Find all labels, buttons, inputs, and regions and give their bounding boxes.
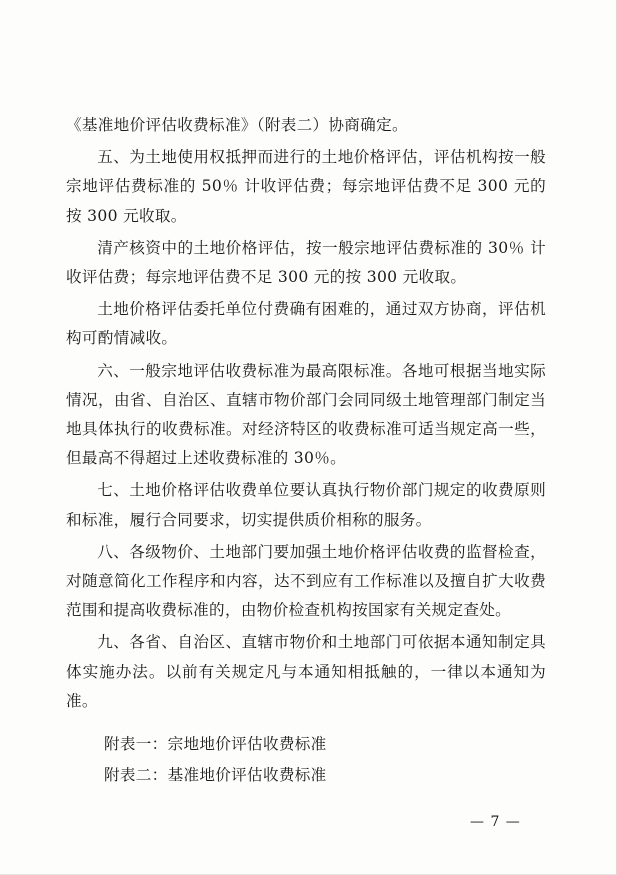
attachment-item-1: 附表一：宗地地价评估收费标准 — [104, 735, 327, 753]
page-number: — 7 — — [470, 814, 521, 830]
attachment-list — [104, 729, 327, 791]
paragraph-item-7: 七、土地价格评估收费单位要认真执行物价部门规定的收费原则和标准，履行合同要求，切实提供质价相称的服务。 — [66, 481, 546, 529]
paragraph-item-6: 六、一般宗地评估收费标准为最高限标准。各地可根据当地实际情况，由省、自治区、直辖市物价部门会同同级土地管理部门制定当地具体执行的收费标准。对经济特区的收费标准可适当规定高一些，但最高不得超过上述收费标准的 30％。 — [66, 361, 546, 468]
paragraph-fee-reduction: 土地价格评估委托单位付费确有困难的，通过双方协商，评估机构可酌情减收。 — [66, 300, 546, 348]
paragraph-item-5: 五、为土地使用权抵押而进行的土地价格评估，评估机构按一般宗地评估费标准的 50％ 计收评估费；每宗地评估费不足 300 元的按 300 元收取。 — [66, 148, 546, 225]
paragraph-item-8: 八、各级物价、土地部门要加强土地价格评估收费的监督检查，对随意简化工作程序和内容，达不到应有工作标准以及擅自扩大收费范围和提高收费标准的，由物价检查机构按国家有关规定查处。 — [66, 542, 546, 620]
paragraph-continuation: 《基准地价评估收费标准》（附表二）协商确定。 — [66, 116, 408, 134]
paragraph-asset-verification: 清产核资中的土地价格评估，按一般宗地评估费标准的 30％ 计收评估费；每宗地评估费不足 300 元的按 300 元收取。 — [66, 238, 546, 287]
paragraph-item-9: 九、各省、自治区、直辖市物价和土地部门可依据本通知制定具体实施办法。以前有关规定凡与本通知相抵触的，一律以本通知为准。 — [66, 633, 546, 710]
document-body — [66, 111, 546, 716]
attachment-item-2: 附表二：基准地价评估收费标准 — [104, 766, 327, 784]
